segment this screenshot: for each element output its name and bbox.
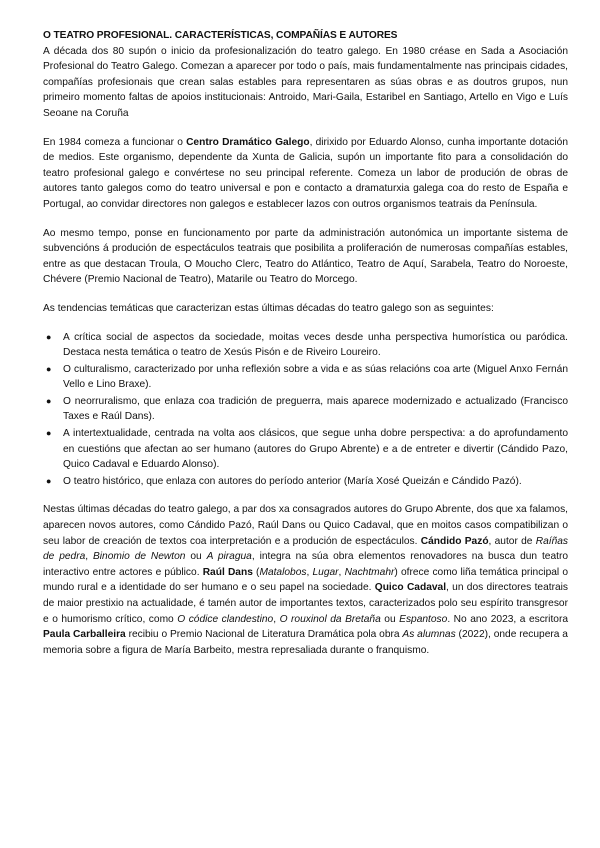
text-run: , [85, 551, 93, 563]
italic-work: A piragua [206, 551, 252, 563]
bullet-icon: ● [46, 428, 52, 439]
list-item [43, 474, 568, 490]
text-run: . No ano 2023, a escritora [447, 613, 569, 625]
text-run: , un dos directores teatrais de maior prestixio na actualidade, é tamén autor de importantes textos, caracterizados polo seu espírito transgresor e o humorismo crítico, como [43, 582, 568, 625]
text-run: , [306, 566, 313, 578]
bullet-icon: ● [46, 331, 52, 342]
list-item-text: A crítica social de aspectos da sociedade, moitas veces desde unha perspectiva humorística ou paródica. Destaca nesta temática o teatro de Xesús Pisón e de Riveiro Loureiro. [63, 331, 568, 359]
italic-work: Matalobos [259, 566, 307, 578]
list-item-text: A intertextualidade, centrada na volta aos clásicos, que segue unha dobre perspectiva: a do aprofundamento en cuestións que afectan ao ser humano (autores do Grupo Abrente) e a de entreter e divertir (Cándido Pazo, Quico Cadaval e Eduardo Alonso). [63, 428, 568, 471]
italic-work: Nachtmahr [344, 566, 395, 578]
italic-work: Raíñas de pedra [43, 535, 569, 563]
bold-author: Cándido Pazó [420, 535, 489, 547]
text-run: ou [380, 613, 400, 625]
list-item [43, 330, 568, 361]
list-item [43, 394, 568, 425]
paragraph-intro: A década dos 80 supón o inicio da profesionalización do teatro galego. En 1980 créase en Sada a Asociación Profesional do Teatro Galego. Comezan a aparecer por todo o país, mais fundamentalmente nas principais cidades, compañías profesionais que crean salas estables para representaren as súas obras e as doutros grupos, nun primeiro momento faltas de apoios institucionais: Antroido, Mari-Gaila, Estaribel en Santiago, Artello en Vigo e Luís Seoane na Coruña [43, 45, 568, 119]
bullet-icon: ● [46, 363, 52, 374]
text-run: recibiu o Premio Nacional de Literatura Dramática pola obra [125, 629, 403, 641]
paragraph-cdg [43, 135, 568, 213]
italic-work: O códice clandestino [177, 613, 274, 625]
bold-cdg: Centro Dramático Galego [186, 136, 310, 148]
paragraph-subvencions: Ao mesmo tempo, ponse en funcionamento por parte da administración autonómica un importante sistema de subvencións á produción de espectáculos teatrais que posibilita a proliferación de numerosas compañías estables, entre as que destacan Troula, O Moucho Clerc, Teatro do Atlántico, Teatro de Aquí, Sarabela, Teatro do Noroeste, Chévere (Premio Nacional de Teatro), Matarile ou Teatro do Morcego. [43, 227, 568, 286]
tendencias-list [43, 330, 568, 490]
text-run: En 1984 comeza a funcionar o [43, 136, 187, 148]
italic-work: As alumnas [402, 629, 456, 641]
text-run: ) ofrece como liña temática principal o mundo rural e a identidade do ser humano e o seu papel na sociedade. [43, 566, 569, 594]
italic-work: O rouxinol da Bretaña [279, 613, 381, 625]
document-title: O TEATRO PROFESIONAL. CARACTERÍSTICAS, COMPAÑÍAS E AUTORES [43, 30, 398, 41]
list-item [43, 362, 568, 393]
italic-work: Lugar [312, 566, 339, 578]
list-item-text: O neorruralismo, que enlaza coa tradición de preguerra, mais aparece modernizado e actualizado (Francisco Taxes e Raúl Dans). [63, 395, 568, 423]
italic-work: Espantoso [399, 613, 448, 625]
text-run: , integra na súa obra elementos renovadores na busca dun teatro interactivo entre actores e público. [43, 551, 569, 578]
list-item-text: O culturalismo, caracterizado por unha reflexión sobre a vida e as súas relacións coa arte (Miguel Anxo Fernán Vello e Lino Braxe). [63, 363, 568, 391]
bold-author: Paula Carballeira [43, 629, 126, 641]
list-item [43, 426, 568, 473]
paragraph-tendencias: As tendencias temáticas que caracterizan estas últimas décadas do teatro galego son as seguintes: [43, 302, 494, 314]
bullet-icon: ● [46, 395, 52, 406]
bold-author: Raúl Dans [202, 566, 253, 578]
italic-work: Binomio de Newton [93, 551, 186, 563]
text-run: (2022), onde recupera a memoria sobre a figura de María Barbeito, mestra represaliada durante o franquismo. [43, 629, 568, 656]
paragraph-autores [43, 502, 568, 658]
bold-author: Quico Cadaval [374, 582, 447, 594]
text-run: Nestas últimas décadas do teatro galego, a par dos xa consagrados autores do Grupo Abrente, dos que xa falamos, aparecen novos autores, como Cándido Pazó, Raúl Dans ou Quico Cadaval, que en moitos casos compatibilizan o seu labor de creación de textos coa interpretación e a produción de espectáculos. [43, 504, 568, 547]
bullet-icon: ● [46, 475, 52, 486]
text-run: ( [252, 566, 260, 578]
text-run: , autor de [488, 535, 536, 547]
list-item-text: O teatro histórico, que enlaza con autores do período anterior (María Xosé Queizán e Cándido Pazó). [63, 475, 522, 487]
text-run: , [273, 613, 280, 625]
text-run: ou [185, 551, 207, 563]
text-run: , [338, 566, 345, 578]
text-run: , dirixido por Eduardo Alonso, cunha importante dotación de medios. Este organismo, dependente da Xunta de Galicia, supón un importante fito para a consolidación do teatro profesional galego e convértese no seu principal referente. Comeza un labor de produción de obras de autores tanto galegos como do teatro universal e pon e contacto a dramaturxia galega coa do resto de España e Portugal, ao convidar directores non galegos e establecer lazos con outros organismos teatrais da Península. [43, 136, 568, 210]
